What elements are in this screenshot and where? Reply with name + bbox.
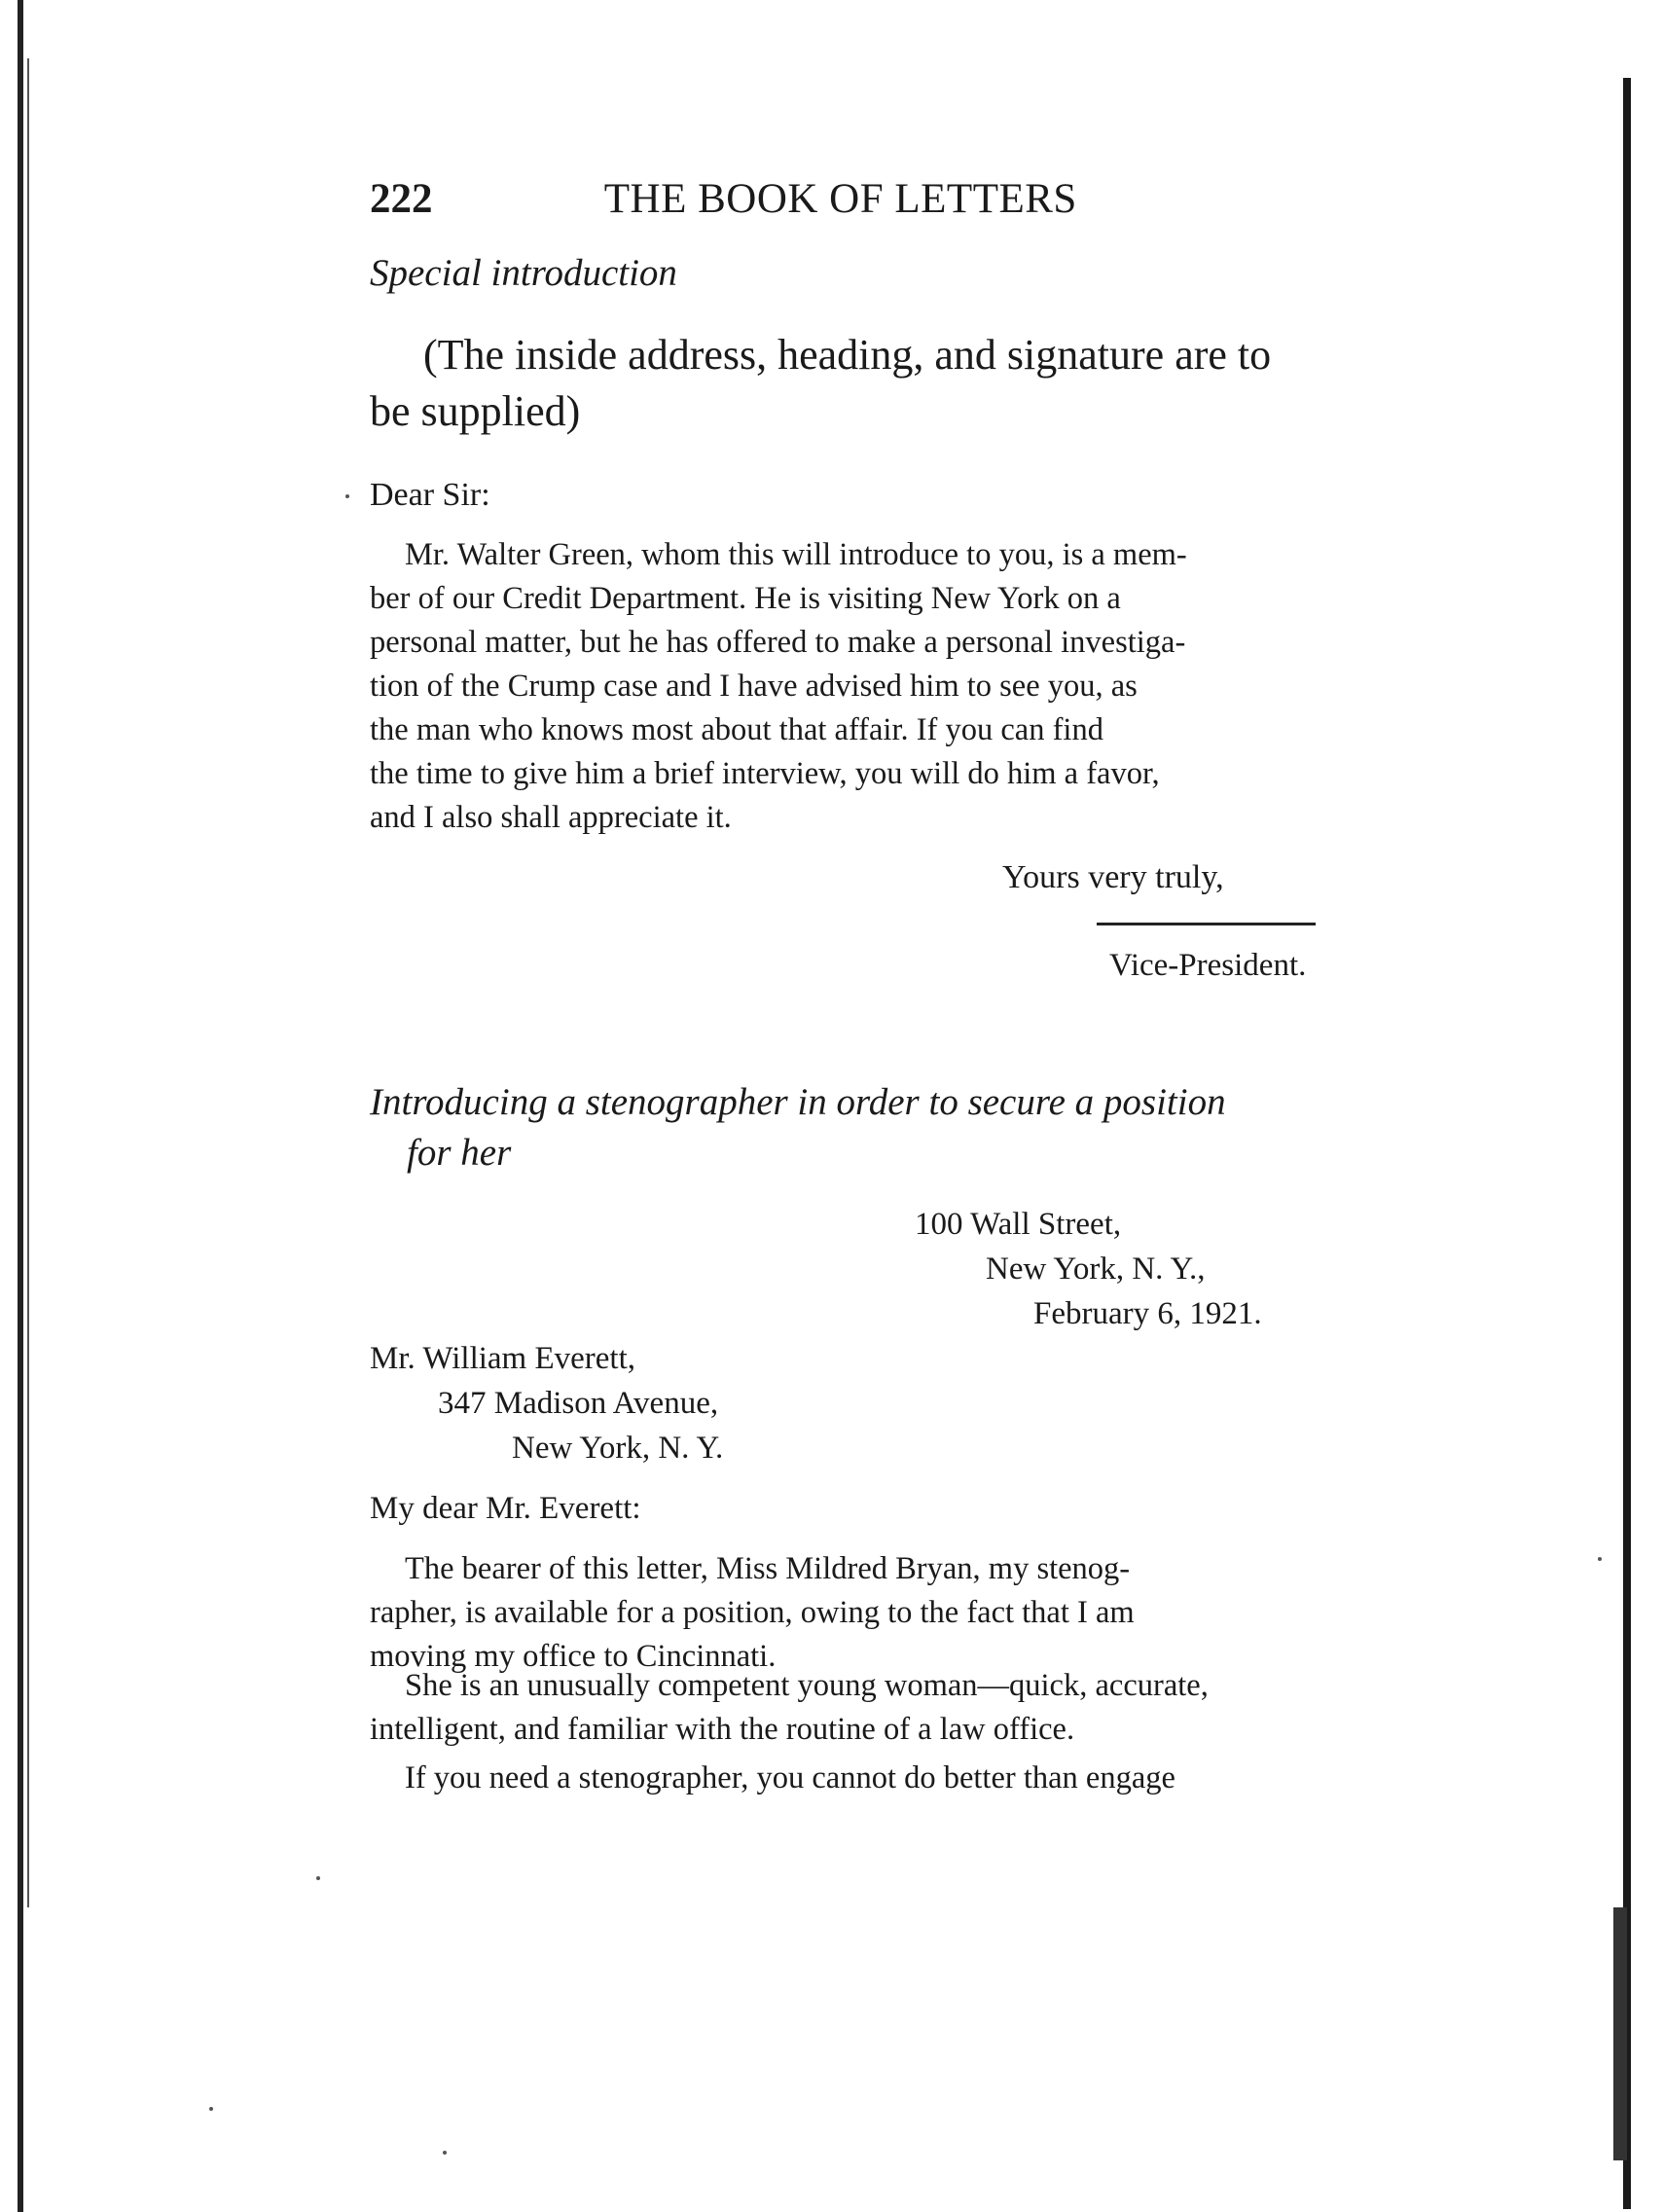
inside-address-line: Mr. William Everett,: [370, 1341, 636, 1376]
supply-note-line: (The inside address, heading, and signature are to: [423, 331, 1272, 379]
section-heading-special-introduction: Special introduction: [370, 252, 677, 294]
scan-edge-right: [1623, 78, 1631, 2209]
signature-line: [1097, 923, 1316, 925]
scan-speck: [1598, 1557, 1602, 1561]
supply-note: [370, 327, 1401, 440]
body-line: intelligent, and familiar with the routine of a law office.: [370, 1712, 1075, 1747]
salutation: My dear Mr. Everett:: [370, 1491, 641, 1526]
heading-line: Introducing a stenographer in order to secure a position: [370, 1081, 1226, 1123]
body-line: moving my office to Cincinnati.: [370, 1639, 777, 1674]
scan-speck: [345, 494, 349, 498]
complimentary-close: Yours very truly,: [1002, 859, 1224, 895]
scan-speck: [209, 2107, 213, 2111]
body-line: and I also shall appreciate it.: [370, 800, 732, 835]
body-line: the time to give him a brief interview, you will do him a favor,: [370, 756, 1160, 791]
body-line: If you need a stenographer, you cannot do better than engage: [405, 1760, 1175, 1795]
letter-heading-line: 100 Wall Street,: [915, 1207, 1122, 1242]
heading-line: for her: [407, 1132, 512, 1174]
page-number: 222: [370, 176, 433, 222]
scan-edge-left: [18, 0, 23, 2212]
scan-speck: [316, 1876, 320, 1880]
body-line: Mr. Walter Green, whom this will introduce to you, is a mem-: [405, 537, 1187, 572]
scan-speck: [443, 2151, 447, 2155]
inside-address-line: 347 Madison Avenue,: [438, 1386, 719, 1421]
scan-edge-right-smudge: [1613, 1907, 1627, 2160]
letter-heading-date: February 6, 1921.: [1033, 1296, 1262, 1331]
body-line: rapher, is available for a position, owing to the fact that I am: [370, 1595, 1135, 1630]
salutation: Dear Sir:: [370, 477, 490, 513]
body-line: tion of the Crump case and I have advised him to see you, as: [370, 669, 1138, 704]
body-line: the man who knows most about that affair. If you can find: [370, 712, 1103, 747]
running-header: [370, 175, 1246, 223]
letter-body: [370, 533, 1396, 840]
body-line: The bearer of this letter, Miss Mildred Bryan, my stenog-: [405, 1551, 1131, 1586]
inside-address-line: New York, N. Y.: [512, 1431, 724, 1466]
running-title: THE BOOK OF LETTERS: [603, 176, 1077, 222]
body-line: personal matter, but he has offered to make a personal investiga-: [370, 625, 1186, 660]
scan-edge-left-inner: [27, 58, 29, 1907]
letter-paragraph: [370, 1757, 1396, 1800]
signature-title: Vice-President.: [1109, 948, 1307, 983]
supply-note-line: be supplied): [370, 387, 581, 435]
letter-paragraph: [370, 1547, 1396, 1679]
body-line: ber of our Credit Department. He is visiting New York on a: [370, 581, 1121, 616]
section-heading-introducing-stenographer: [370, 1077, 1421, 1179]
letter-paragraph: [370, 1664, 1396, 1752]
letter-heading-line: New York, N. Y.,: [986, 1251, 1206, 1287]
body-line: She is an unusually competent young woman—quick, accurate,: [405, 1668, 1209, 1703]
